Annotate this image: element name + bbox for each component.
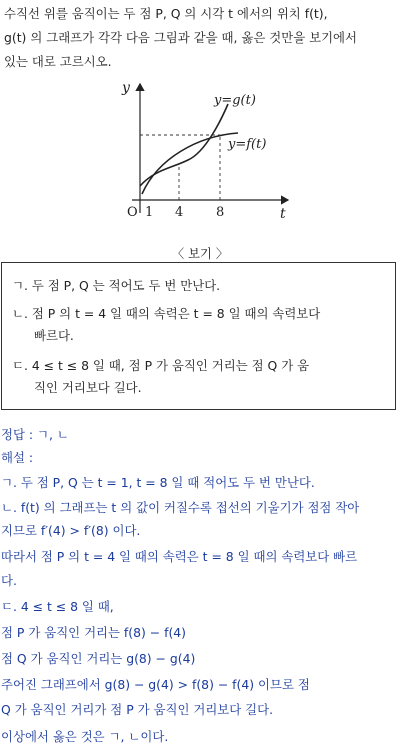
bogi-item-2 bbox=[12, 303, 320, 347]
bogi-item-line: 빠르다. bbox=[34, 328, 74, 343]
solution-line: 점 P 가 움직인 거리는 f(8) − f(4) bbox=[1, 625, 187, 640]
bogi-item-line: ㄱ. 두 점 P, Q 는 적어도 두 번 만난다. bbox=[12, 278, 221, 293]
bogi-title: 〈 보기 〉 bbox=[171, 246, 229, 261]
x-axis-label: t bbox=[280, 206, 286, 222]
bogi-item-3 bbox=[12, 355, 309, 399]
bogi-item-line: ㄴ. 점 P 의 t = 4 일 때의 속력은 t = 8 일 때의 속력보다 bbox=[12, 306, 321, 321]
solution-line: 주어진 그래프에서 g(8) − g(4) > f(8) − f(4) 이므로 점 bbox=[1, 677, 310, 692]
solution-line: ㄷ. 4 ≤ t ≤ 8 일 때, bbox=[1, 599, 114, 614]
solution-line: 점 Q 가 움직인 거리는 g(8) − g(4) bbox=[1, 651, 196, 666]
tick-label-4: 4 bbox=[175, 205, 184, 220]
curve-f bbox=[142, 133, 238, 194]
solution-line: 지므로 f′(4) > f′(8) 이다. bbox=[1, 523, 141, 538]
tick-label-1: 1 bbox=[145, 205, 154, 220]
answer-line: 정답 : ㄱ, ㄴ bbox=[1, 427, 69, 442]
solution-line: 다. bbox=[1, 573, 17, 588]
solution-line: 이상에서 옳은 것은 ㄱ, ㄴ이다. bbox=[1, 729, 169, 744]
problem-line: 있는 대로 고르시오. bbox=[4, 54, 112, 69]
bogi-item-line: 직인 거리보다 길다. bbox=[34, 380, 142, 395]
problem-line: g(t) 의 그래프가 각각 다음 그림과 같을 때, 옳은 것만을 보기에서 bbox=[4, 30, 357, 45]
position-graph bbox=[118, 78, 298, 223]
problem-line: 수직선 위를 움직이는 두 점 P, Q 의 시각 t 에서의 위치 f(t), bbox=[4, 6, 328, 21]
solution-line: ㄱ. 두 점 P, Q 는 t = 1, t = 8 일 때 적어도 두 번 만난다. bbox=[1, 475, 315, 490]
bogi-box bbox=[1, 262, 396, 410]
y-axis-label: y bbox=[122, 80, 130, 96]
solution-line: 따라서 점 P 의 t = 4 일 때의 속력은 t = 8 일 때의 속력보다 빠르 bbox=[1, 549, 358, 564]
curve-g bbox=[140, 104, 228, 186]
problem-statement bbox=[4, 2, 396, 74]
explanation-label: 해설 : bbox=[1, 450, 34, 465]
solution-line: Q 가 움직인 거리가 점 P 가 움직인 거리보다 길다. bbox=[1, 702, 274, 717]
curve-f-label: y=f(t) bbox=[228, 137, 267, 152]
bogi-item-line: ㄷ. 4 ≤ t ≤ 8 일 때, 점 P 가 움직인 거리는 점 Q 가 움 bbox=[12, 358, 310, 373]
tick-label-8: 8 bbox=[216, 205, 225, 220]
origin-label: O bbox=[127, 205, 138, 220]
curve-g-label: y=g(t) bbox=[214, 93, 256, 108]
bogi-item-1 bbox=[12, 275, 220, 297]
solution-line: ㄴ. f(t) 의 그래프는 t 의 값이 커질수록 접선의 기울기가 점점 작아 bbox=[1, 500, 360, 515]
